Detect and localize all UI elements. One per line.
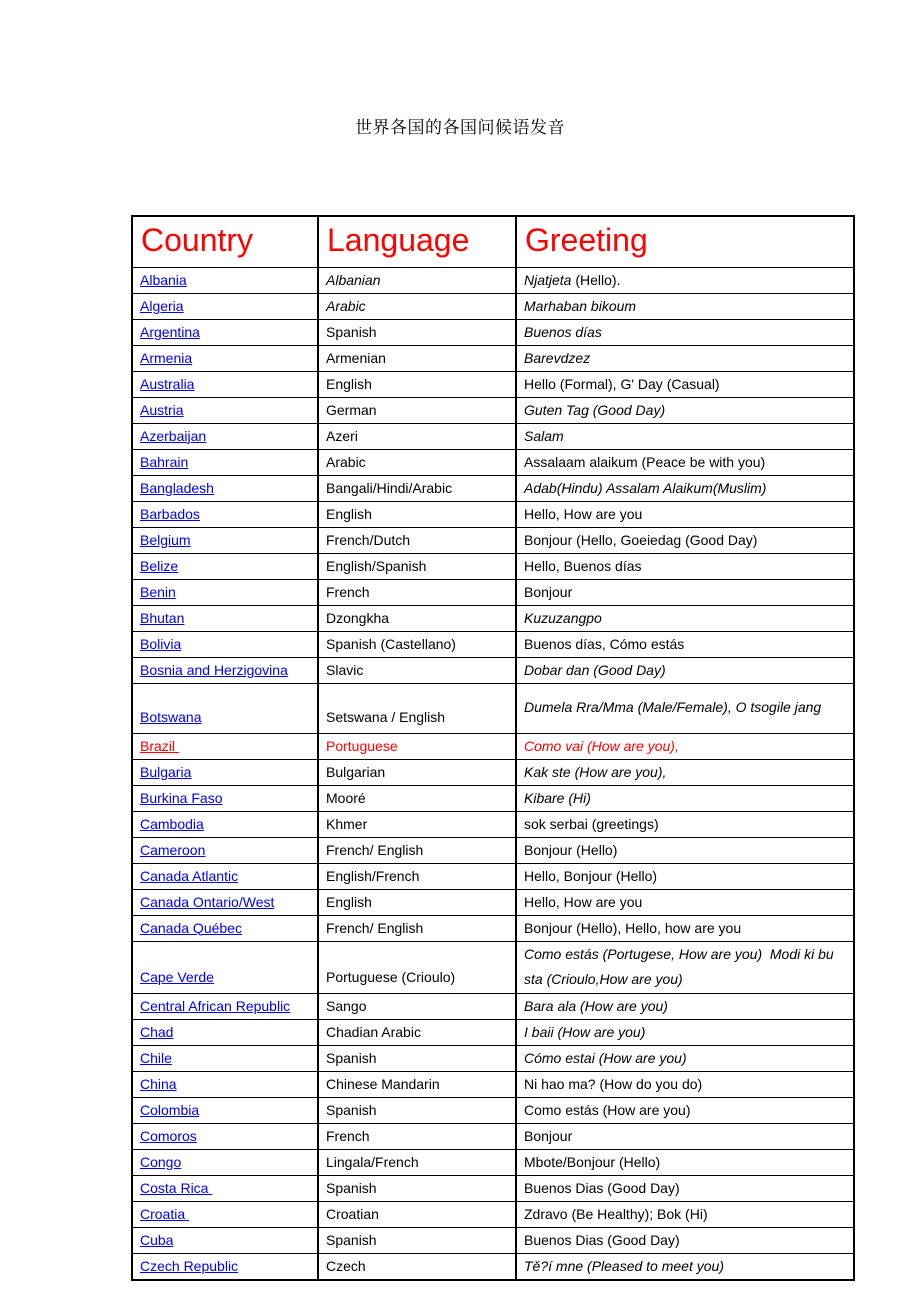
greeting-text: Kibare (Hi) [524, 789, 591, 806]
greeting-text: Hello, How are you [524, 893, 643, 910]
table-row [132, 397, 854, 423]
greeting-text: Guten Tag (Good Day) [524, 401, 666, 418]
language-cell: French/ English [318, 837, 516, 863]
greeting-text: Zdravo (Be Healthy); Bok (Hi) [524, 1205, 708, 1222]
table-row [132, 837, 854, 863]
country-link[interactable]: Canada Québec [140, 919, 242, 936]
country-cell [132, 293, 318, 319]
greeting-text: Como vai (How are you), [524, 737, 679, 754]
greeting-text: Tě?í mne (Pleased to meet you) [524, 1257, 724, 1274]
table-row [132, 733, 854, 759]
table-row [132, 423, 854, 449]
language-cell: Armenian [318, 345, 516, 371]
header-row [132, 216, 854, 267]
greetings-table [131, 215, 855, 1281]
greeting-cell [516, 527, 854, 553]
greeting-text: Hello, Bonjour (Hello) [524, 867, 658, 884]
greeting-cell [516, 449, 854, 475]
header-country: Country [132, 216, 318, 267]
greeting-text: Buenos Dias (Good Day) [524, 1179, 680, 1196]
greeting-cell [516, 1253, 854, 1280]
country-cell [132, 553, 318, 579]
greeting-text: Ni hao ma? (How do you do) [524, 1075, 703, 1092]
greeting-cell [516, 1123, 854, 1149]
greeting-text: Dumela Rra/Mma (Male/Female), O tsogile jang [524, 699, 822, 715]
table-row [132, 1227, 854, 1253]
greeting-cell [516, 1097, 854, 1123]
country-link[interactable]: Central African Republic [140, 997, 291, 1014]
language-cell: Sango [318, 993, 516, 1019]
table-row [132, 1019, 854, 1045]
greeting-text: Buenos días, Cómo estás [524, 635, 685, 652]
greeting-cell [516, 1071, 854, 1097]
greeting-text: I baii (How are you) [524, 1023, 646, 1040]
table-row [132, 1071, 854, 1097]
country-cell [132, 1045, 318, 1071]
table-row [132, 941, 854, 993]
greeting-text: Dobar dan (Good Day) [524, 661, 666, 678]
greeting-text: Hello, How are you [524, 505, 643, 522]
table-row [132, 889, 854, 915]
table-row [132, 1123, 854, 1149]
country-link[interactable]: Belgium [140, 531, 191, 548]
country-link[interactable]: Cameroon [140, 841, 206, 858]
greeting-text: sok serbai (greetings) [524, 815, 659, 832]
country-link[interactable]: Colombia [140, 1101, 200, 1118]
country-link[interactable]: Cape Verde [140, 968, 214, 985]
country-link[interactable]: Argentina [140, 323, 200, 340]
country-cell [132, 397, 318, 423]
country-cell [132, 501, 318, 527]
country-link[interactable]: Botswana [140, 708, 202, 725]
greeting-text: Buenos días [524, 323, 602, 340]
country-cell [132, 605, 318, 631]
country-cell [132, 631, 318, 657]
country-cell [132, 683, 318, 733]
table-row [132, 915, 854, 941]
country-cell [132, 733, 318, 759]
table-row [132, 863, 854, 889]
language-cell: Khmer [318, 811, 516, 837]
country-link[interactable]: Czech Republic [140, 1257, 239, 1274]
greeting-text: Salam [524, 427, 564, 444]
language-cell: Spanish [318, 319, 516, 345]
greeting-text: Hello, Buenos días [524, 557, 642, 574]
greeting-cell [516, 811, 854, 837]
table-row [132, 319, 854, 345]
greeting-text: Hello (Formal), G' Day (Casual) [524, 375, 720, 392]
table-row [132, 267, 854, 293]
table-row [132, 449, 854, 475]
language-cell: Portuguese [318, 733, 516, 759]
country-cell [132, 475, 318, 501]
language-cell: Slavic [318, 657, 516, 683]
greeting-text: Bonjour (Hello), Hello, how are you [524, 919, 742, 936]
table-row [132, 811, 854, 837]
greeting-cell [516, 423, 854, 449]
table-row [132, 527, 854, 553]
language-cell: English/French [318, 863, 516, 889]
country-link[interactable]: Algeria [140, 297, 184, 314]
greeting-text: Kuzuzangpo [524, 609, 602, 626]
header-greeting: Greeting [516, 216, 854, 267]
language-cell: Spanish [318, 1175, 516, 1201]
greeting-text: Buenos Dias (Good Day) [524, 1231, 680, 1248]
greeting-text: Njatjeta [524, 271, 576, 288]
table-header [132, 216, 854, 267]
greeting-cell [516, 915, 854, 941]
greeting-cell [516, 1019, 854, 1045]
country-cell [132, 993, 318, 1019]
greeting-cell [516, 293, 854, 319]
country-link[interactable]: Canada Ontario/West [140, 893, 275, 910]
greeting-cell [516, 371, 854, 397]
country-link[interactable]: Belize [140, 557, 179, 574]
language-cell: Mooré [318, 785, 516, 811]
country-link[interactable]: Australia [140, 375, 195, 392]
country-cell [132, 267, 318, 293]
language-cell: Chadian Arabic [318, 1019, 516, 1045]
country-cell [132, 579, 318, 605]
table-body [132, 267, 854, 1280]
greeting-text: Bonjour [524, 583, 573, 600]
country-cell [132, 1019, 318, 1045]
table-row [132, 293, 854, 319]
greeting-cell [516, 733, 854, 759]
greeting-text: Bonjour (Hello, Goeiedag (Good Day) [524, 531, 758, 548]
country-link[interactable]: Bahrain [140, 453, 189, 470]
language-cell: Czech [318, 1253, 516, 1280]
greeting-cell [516, 1175, 854, 1201]
table-row [132, 579, 854, 605]
language-cell: Spanish [318, 1097, 516, 1123]
country-cell [132, 1253, 318, 1280]
greeting-cell [516, 993, 854, 1019]
country-cell [132, 371, 318, 397]
language-cell: Arabic [318, 293, 516, 319]
greeting-text: Assalaam alaikum (Peace be with you) [524, 453, 766, 470]
country-link[interactable]: Azerbaijan [140, 427, 207, 444]
table-row [132, 605, 854, 631]
greeting-text: Bonjour (Hello) [524, 841, 618, 858]
greeting-cell [516, 605, 854, 631]
country-cell [132, 785, 318, 811]
table-row [132, 1097, 854, 1123]
language-cell: Bulgarian [318, 759, 516, 785]
greeting-text: (Hello). [575, 271, 621, 288]
language-cell: French [318, 579, 516, 605]
country-cell [132, 319, 318, 345]
country-link[interactable]: Bhutan [140, 609, 185, 626]
country-link[interactable]: Bangladesh [140, 479, 214, 496]
table-row [132, 1045, 854, 1071]
table-row [132, 993, 854, 1019]
table-row [132, 475, 854, 501]
country-link[interactable]: Cambodia [140, 815, 204, 832]
greeting-text: Cómo estai (How are you) [524, 1049, 687, 1066]
greeting-text: Mbote/Bonjour (Hello) [524, 1153, 661, 1170]
country-link[interactable]: Albania [140, 271, 187, 288]
language-cell: Portuguese (Crioulo) [318, 941, 516, 993]
country-link[interactable]: Benin [140, 583, 176, 600]
greeting-cell [516, 501, 854, 527]
greeting-cell [516, 267, 854, 293]
language-cell: Spanish (Castellano) [318, 631, 516, 657]
country-link[interactable]: Barbados [140, 505, 200, 522]
table-row [132, 759, 854, 785]
table-row [132, 683, 854, 733]
greeting-cell [516, 345, 854, 371]
language-cell: English/Spanish [318, 553, 516, 579]
greeting-cell [516, 759, 854, 785]
table-row [132, 345, 854, 371]
country-link[interactable]: Congo [140, 1153, 182, 1170]
table-row [132, 501, 854, 527]
country-cell [132, 915, 318, 941]
country-link[interactable]: Burkina Faso [140, 789, 223, 806]
language-cell: Lingala/French [318, 1149, 516, 1175]
language-cell: French [318, 1123, 516, 1149]
greeting-cell [516, 837, 854, 863]
greeting-cell [516, 1227, 854, 1253]
country-cell [132, 811, 318, 837]
country-link[interactable]: Bolivia [140, 635, 182, 652]
table-row [132, 1201, 854, 1227]
greeting-text: Bonjour [524, 1127, 573, 1144]
country-cell [132, 527, 318, 553]
country-cell [132, 1071, 318, 1097]
greeting-cell [516, 631, 854, 657]
page-title: 世界各国的各国问候语发音 [355, 118, 565, 138]
language-cell: Spanish [318, 1227, 516, 1253]
country-cell [132, 759, 318, 785]
greeting-text: Marhaban bikoum [524, 297, 637, 314]
country-cell [132, 345, 318, 371]
language-cell: English [318, 501, 516, 527]
country-cell [132, 1123, 318, 1149]
greeting-text: Como estás (How are you) [524, 1101, 691, 1118]
greeting-cell [516, 553, 854, 579]
country-cell [132, 449, 318, 475]
country-link[interactable]: Brazil [140, 737, 179, 754]
country-cell [132, 1149, 318, 1175]
table-row [132, 553, 854, 579]
language-cell: Spanish [318, 1045, 516, 1071]
language-cell: English [318, 371, 516, 397]
greeting-cell [516, 863, 854, 889]
country-cell [132, 941, 318, 993]
language-cell: Setswana / English [318, 683, 516, 733]
greeting-cell [516, 397, 854, 423]
language-cell: German [318, 397, 516, 423]
greeting-cell [516, 889, 854, 915]
country-cell [132, 863, 318, 889]
country-cell [132, 1097, 318, 1123]
country-link[interactable]: Cuba [140, 1231, 174, 1248]
greeting-text: Adab(Hindu) Assalam Alaikum(Muslim) [524, 479, 767, 496]
table-row [132, 631, 854, 657]
country-cell [132, 1201, 318, 1227]
table-row [132, 785, 854, 811]
country-cell [132, 657, 318, 683]
country-link[interactable]: Canada Atlantic [140, 867, 239, 884]
country-cell [132, 837, 318, 863]
language-cell: Albanian [318, 267, 516, 293]
country-link[interactable]: Chile [140, 1049, 172, 1066]
greeting-text: Como estás (Portugese, How are you) Modi ki bu sta (Crioulo,How are you) [524, 945, 838, 987]
country-link[interactable]: China [140, 1075, 177, 1092]
greeting-cell [516, 475, 854, 501]
country-cell [132, 1227, 318, 1253]
country-cell [132, 1175, 318, 1201]
country-link[interactable]: Armenia [140, 349, 193, 366]
greeting-cell [516, 657, 854, 683]
table-row [132, 657, 854, 683]
country-link[interactable]: Bulgaria [140, 763, 192, 780]
country-link[interactable]: Costa Rica [140, 1179, 213, 1196]
greeting-cell [516, 941, 854, 993]
country-cell [132, 423, 318, 449]
greeting-cell [516, 1045, 854, 1071]
header-language: Language [318, 216, 516, 267]
table-row [132, 1253, 854, 1280]
greeting-cell [516, 319, 854, 345]
greeting-text: Kak ste (How are you), [524, 763, 667, 780]
language-cell: Bangali/Hindi/Arabic [318, 475, 516, 501]
language-cell: French/ English [318, 915, 516, 941]
greeting-cell [516, 785, 854, 811]
greeting-cell [516, 1149, 854, 1175]
country-link[interactable]: Croatia [140, 1205, 190, 1222]
language-cell: Dzongkha [318, 605, 516, 631]
country-link[interactable]: Chad [140, 1023, 174, 1040]
table-row [132, 371, 854, 397]
greeting-text: Barevdzez [524, 349, 591, 366]
table-row [132, 1175, 854, 1201]
greeting-cell [516, 579, 854, 605]
language-cell: Chinese Mandarin [318, 1071, 516, 1097]
country-link[interactable]: Comoros [140, 1127, 197, 1144]
country-link[interactable]: Bosnia and Herzigovina [140, 661, 288, 678]
country-link[interactable]: Austria [140, 401, 184, 418]
greeting-cell [516, 1201, 854, 1227]
country-cell [132, 889, 318, 915]
language-cell: Croatian [318, 1201, 516, 1227]
language-cell: Arabic [318, 449, 516, 475]
greeting-cell [516, 683, 854, 733]
language-cell: Azeri [318, 423, 516, 449]
table-row [132, 1149, 854, 1175]
language-cell: French/Dutch [318, 527, 516, 553]
language-cell: English [318, 889, 516, 915]
greeting-text: Bara ala (How are you) [524, 997, 668, 1014]
